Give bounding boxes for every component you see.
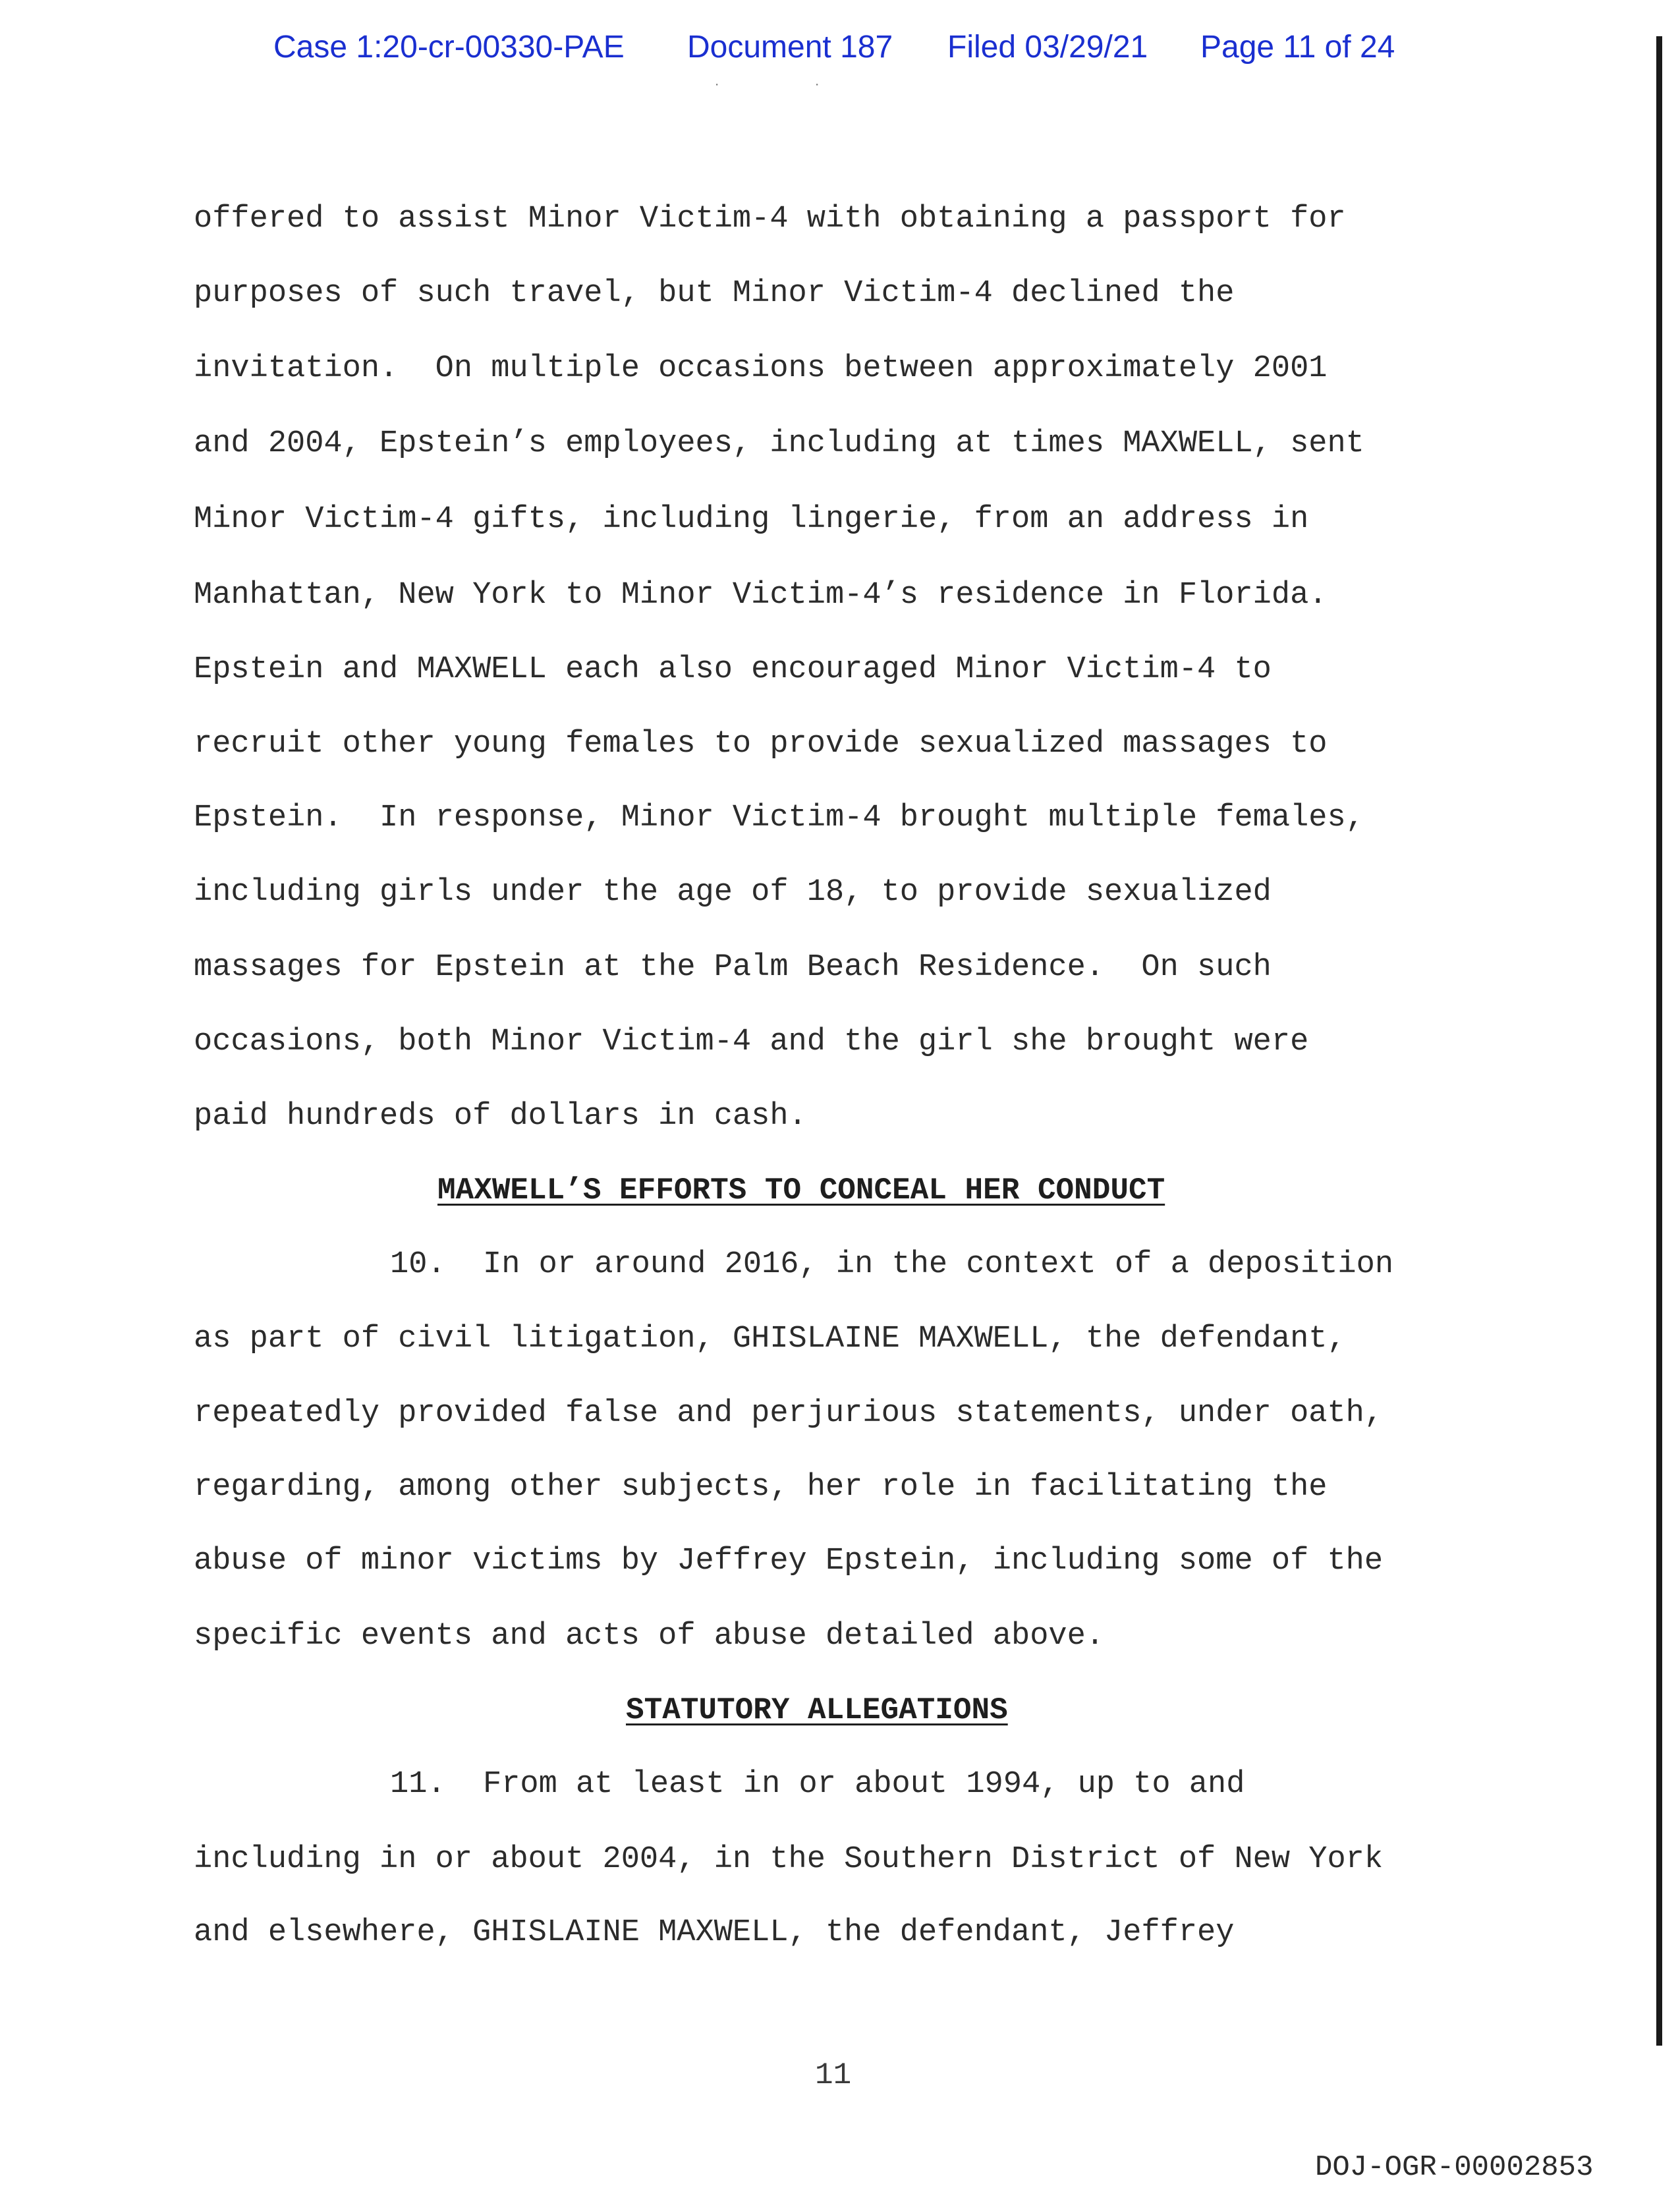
body-line: paid hundreds of dollars in cash. (194, 1099, 807, 1134)
body-line: Epstein. In response, Minor Victim-4 brought multiple females, (194, 800, 1364, 835)
paragraph-10-line: 10. In or around 2016, in the context of a deposition (390, 1247, 1394, 1282)
body-line: purposes of such travel, but Minor Victim-4 declined the (194, 276, 1235, 311)
page-count: Page 11 of 24 (1200, 30, 1395, 65)
scan-speck: ˙ (815, 80, 821, 100)
body-line: offered to assist Minor Victim-4 with obtaining a passport for (194, 202, 1346, 237)
body-line: Epstein and MAXWELL each also encouraged Minor Victim-4 to (194, 652, 1272, 687)
paragraph-11-line: including in or about 2004, in the Southern District of New York (194, 1842, 1384, 1877)
paragraph-11-line: and elsewhere, GHISLAINE MAXWELL, the defendant, Jeffrey (194, 1915, 1235, 1950)
paragraph-10-line: specific events and acts of abuse detailed above. (194, 1619, 1105, 1654)
body-line: Manhattan, New York to Minor Victim-4’s residence in Florida. (194, 578, 1328, 613)
paragraph-10-line: regarding, among other subjects, her role in facilitating the (194, 1470, 1328, 1505)
body-line: including girls under the age of 18, to provide sexualized (194, 875, 1272, 910)
body-line: Minor Victim-4 gifts, including lingerie, from an address in (194, 502, 1309, 537)
paragraph-10-line: repeatedly provided false and perjurious statements, under oath, (194, 1396, 1384, 1431)
body-line: occasions, both Minor Victim-4 and the girl she brought were (194, 1024, 1309, 1059)
body-line: and 2004, Epstein’s employees, including at times MAXWELL, sent (194, 426, 1364, 461)
section-heading-statutory: STATUTORY ALLEGATIONS (626, 1693, 1008, 1727)
case-number: Case 1:20-cr-00330-PAE (273, 30, 625, 65)
body-line: massages for Epstein at the Palm Beach Residence. On such (194, 950, 1272, 985)
page-number: 11 (815, 2058, 852, 2092)
section-heading-conceal: MAXWELL’S EFFORTS TO CONCEAL HER CONDUCT (437, 1173, 1165, 1208)
scan-speck: ˙ (715, 80, 721, 100)
bates-number: DOJ-OGR-00002853 (1315, 2151, 1594, 2184)
paragraph-11-line: 11. From at least in or about 1994, up to and (390, 1767, 1245, 1802)
filed-date: Filed 03/29/21 (947, 30, 1148, 65)
ecf-filing-header (0, 29, 1680, 72)
paragraph-10-line: abuse of minor victims by Jeffrey Epstein, including some of the (194, 1544, 1384, 1579)
scan-edge-bar (1656, 36, 1662, 2046)
document-number: Document 187 (687, 30, 893, 65)
body-line: recruit other young females to provide sexualized massages to (194, 727, 1328, 762)
body-line: invitation. On multiple occasions between approximately 2001 (194, 351, 1328, 386)
paragraph-10-line: as part of civil litigation, GHISLAINE MAXWELL, the defendant, (194, 1322, 1346, 1357)
